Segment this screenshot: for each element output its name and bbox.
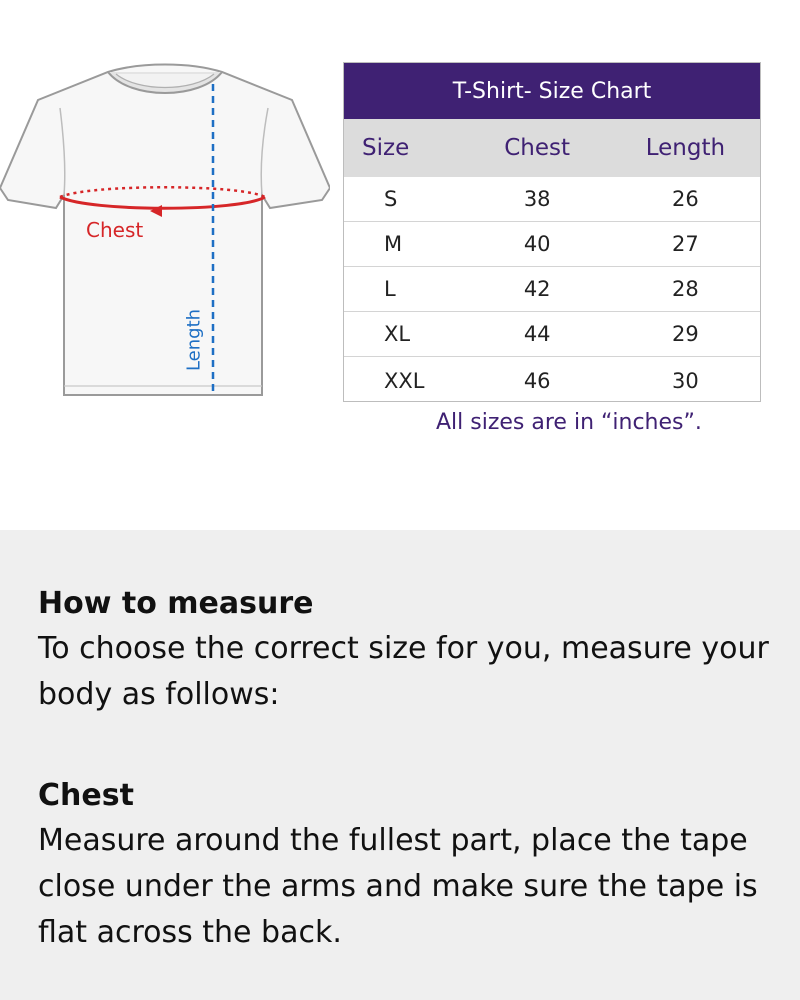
- cell-chest: 38: [523, 187, 551, 211]
- cell-size: S: [384, 187, 398, 211]
- cell-chest: 40: [523, 232, 551, 256]
- header-chest: Chest: [504, 135, 571, 161]
- cell-length: 29: [672, 322, 699, 346]
- cell-size: XXL: [384, 369, 425, 393]
- tshirt-diagram-icon: [0, 60, 330, 410]
- table-header-row: [344, 119, 760, 177]
- table-title: T-Shirt- Size Chart: [344, 63, 760, 119]
- how-to-measure-section: [38, 582, 778, 718]
- cell-length: 28: [672, 277, 699, 301]
- cell-size: M: [384, 232, 403, 256]
- cell-size: L: [384, 277, 396, 301]
- cell-chest: 44: [523, 322, 551, 346]
- chest-measure-label: Chest: [86, 218, 144, 242]
- header-length: Length: [645, 135, 726, 161]
- chest-instructions: Measure around the fullest part, place the tape close under the arms and make sure the tape is flat across the back.: [38, 823, 758, 950]
- table-row: [344, 357, 760, 405]
- header-size: Size: [362, 135, 410, 161]
- length-measure-label: Length: [183, 308, 205, 372]
- measuring-guide-panel: [0, 530, 800, 1000]
- size-chart-table: [343, 62, 761, 402]
- units-note: All sizes are in “inches”.: [436, 410, 702, 435]
- cell-length: 26: [672, 187, 699, 211]
- how-to-measure-text: To choose the correct size for you, measure your body as follows:: [38, 631, 769, 712]
- cell-chest: 46: [523, 369, 551, 393]
- chest-section: [38, 774, 778, 956]
- cell-size: XL: [384, 322, 411, 346]
- cell-length: 27: [672, 232, 699, 256]
- table-row: [344, 177, 760, 222]
- table-row: [344, 267, 760, 312]
- cell-chest: 42: [523, 277, 551, 301]
- chest-heading: Chest: [38, 778, 134, 813]
- cell-length: 30: [672, 369, 699, 393]
- table-row: [344, 312, 760, 357]
- how-to-measure-heading: How to measure: [38, 586, 314, 621]
- table-row: [344, 222, 760, 267]
